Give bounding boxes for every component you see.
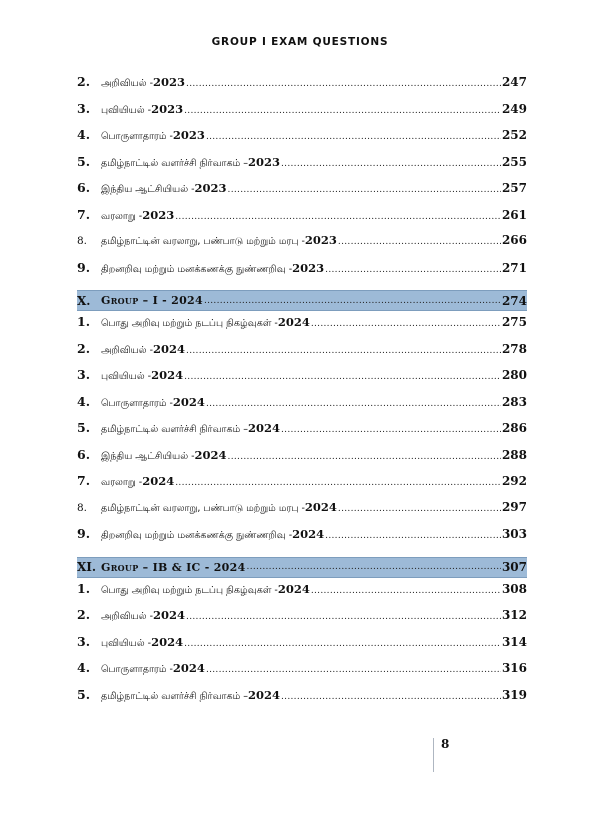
table-of-contents	[77, 74, 527, 713]
toc-entry-page-number: 286	[501, 421, 527, 435]
toc-entry-title: தமிழ்நாட்டின் வரலாறு, பண்பாடு மற்றும் மரபு -	[101, 502, 305, 514]
toc-entry-year: 2023	[172, 128, 205, 142]
toc-dot-leader	[247, 562, 501, 572]
toc-entry-year: 2024	[151, 368, 184, 382]
toc-entry-page-number: 257	[501, 181, 527, 195]
toc-entry-number: 8.	[77, 501, 88, 514]
toc-entry-year: 2023	[304, 233, 337, 247]
toc-entry-year: 2024	[172, 661, 205, 675]
toc-entry-number: 3.	[77, 367, 91, 382]
toc-dot-leader	[184, 106, 501, 116]
toc-entry	[77, 154, 527, 181]
toc-entry	[77, 74, 527, 101]
toc-entry	[77, 127, 527, 154]
toc-entry-number: 3.	[77, 633, 91, 649]
toc-dot-leader	[184, 639, 501, 649]
toc-dot-leader	[281, 425, 501, 435]
toc-entry-year: 2024	[151, 634, 184, 649]
toc-entry-number: 1.	[77, 314, 91, 329]
toc-entry-number: 4.	[77, 660, 91, 675]
toc-entry-number: 9.	[77, 259, 91, 275]
toc-entry-title: இந்திய ஆட்சியியல் -	[101, 184, 195, 195]
toc-section-heading	[77, 557, 527, 578]
toc-entry-number: 2.	[77, 340, 91, 356]
toc-entry-number: X.	[77, 293, 91, 308]
toc-dot-leader	[311, 319, 501, 329]
toc-entry	[77, 101, 527, 128]
toc-dot-leader	[311, 586, 501, 596]
toc-entry-title: புவியியல் -	[101, 637, 152, 649]
toc-entry-title: திறனறிவு மற்றும் மனக்கணக்கு நுண்ணறிவு -	[101, 530, 293, 541]
toc-entry-number: 5.	[77, 420, 91, 435]
footer-divider	[433, 738, 434, 772]
toc-dot-leader	[228, 185, 501, 195]
toc-entry-number: 2.	[77, 607, 91, 622]
toc-dot-leader	[175, 212, 501, 222]
toc-entry-title: Group – I - 2024	[101, 294, 203, 307]
toc-entry-page-number: 297	[501, 499, 527, 514]
toc-entry	[77, 660, 527, 687]
toc-entry-year: 2024	[277, 581, 310, 596]
toc-entry-title: தமிழ்நாட்டின் வரலாறு, பண்பாடு மற்றும் மரபு -	[101, 236, 305, 247]
toc-entry-page-number: 275	[501, 315, 527, 329]
toc-entry-number: 8.	[77, 235, 88, 247]
toc-entry	[77, 687, 527, 714]
toc-entry-number: 4.	[77, 127, 91, 142]
toc-entry-number: XI.	[77, 560, 97, 574]
toc-entry	[77, 581, 527, 608]
toc-entry-number: 4.	[77, 393, 91, 409]
toc-dot-leader	[186, 346, 501, 356]
toc-entry-year: 2023	[142, 207, 175, 222]
toc-entry-year: 2024	[142, 474, 175, 488]
toc-entry-year: 2024	[277, 315, 310, 329]
toc-entry-number: 6.	[77, 180, 91, 195]
toc-dot-leader	[338, 237, 501, 247]
toc-entry	[77, 314, 527, 341]
toc-entry-number: 5.	[77, 686, 91, 702]
toc-entry-page-number: 266	[501, 233, 527, 247]
toc-entry-number: 2.	[77, 74, 91, 89]
toc-entry	[77, 367, 527, 394]
toc-entry-page-number: 280	[501, 368, 527, 382]
toc-entry	[77, 420, 527, 447]
toc-entry-year: 2023	[153, 75, 186, 89]
toc-dot-leader	[206, 665, 501, 675]
toc-entry-year: 2024	[194, 447, 227, 462]
toc-entry-title: புவியியல் -	[101, 371, 152, 382]
toc-dot-leader	[206, 399, 501, 409]
toc-entry	[77, 500, 527, 527]
toc-entry-page-number: 261	[501, 207, 527, 222]
toc-entry-page-number: 303	[501, 527, 527, 541]
toc-entry-page-number: 308	[501, 581, 527, 596]
toc-entry-year: 2023	[151, 101, 184, 116]
toc-entry-title: அறிவியல் -	[101, 611, 154, 622]
toc-entry-page-number: 278	[501, 341, 527, 356]
toc-entry-page-number: 274	[501, 293, 527, 308]
toc-entry	[77, 394, 527, 421]
toc-entry-page-number: 307	[501, 560, 527, 574]
toc-entry-title: அறிவியல் -	[101, 344, 154, 356]
toc-entry-year: 2023	[248, 154, 281, 169]
toc-dot-leader	[175, 478, 501, 488]
toc-dot-leader	[338, 504, 501, 514]
toc-entry	[77, 341, 527, 368]
toc-entry	[77, 260, 527, 287]
toc-entry-number: 6.	[77, 446, 91, 462]
toc-entry-year: 2024	[153, 608, 186, 622]
toc-entry-year: 2023	[194, 181, 227, 195]
toc-entry-page-number: 314	[501, 634, 527, 649]
toc-entry-page-number: 316	[501, 661, 527, 675]
toc-entry-title: தமிழ்நாட்டில் வளர்ச்சி நிர்வாகம் –	[101, 157, 248, 169]
toc-dot-leader	[325, 531, 501, 541]
toc-entry-year: 2024	[172, 394, 205, 409]
toc-entry-title: தமிழ்நாட்டில் வளர்ச்சி நிர்வாகம் –	[101, 690, 248, 702]
toc-dot-leader	[186, 612, 501, 622]
toc-entry-page-number: 271	[501, 260, 527, 275]
toc-entry	[77, 526, 527, 553]
toc-dot-leader	[228, 452, 501, 462]
toc-entry-title: பொது அறிவு மற்றும் நடப்பு நிகழ்வுகள் -	[101, 318, 278, 329]
toc-entry-title: Group – IB & IC - 2024	[101, 560, 246, 574]
toc-entry	[77, 180, 527, 207]
toc-entry-page-number: 283	[501, 394, 527, 409]
toc-dot-leader	[184, 372, 501, 382]
page-header-title: GROUP I EXAM QUESTIONS	[211, 36, 389, 48]
toc-entry-year: 2023	[292, 260, 325, 275]
toc-entry-title: புவியியல் -	[101, 104, 152, 116]
toc-entry-number: 7.	[77, 206, 91, 222]
toc-entry	[77, 447, 527, 474]
toc-entry-title: பொருளாதாரம் -	[101, 664, 173, 675]
toc-dot-leader	[206, 132, 501, 142]
toc-entry	[77, 634, 527, 661]
toc-entry	[77, 607, 527, 634]
toc-entry-number: 7.	[77, 473, 91, 488]
toc-entry	[77, 473, 527, 500]
toc-entry-page-number: 247	[501, 75, 527, 89]
toc-entry-page-number: 292	[501, 474, 527, 488]
toc-entry-title: பொருளாதாரம் -	[101, 131, 173, 142]
page-number: 8	[441, 737, 450, 751]
toc-entry-title: தமிழ்நாட்டில் வளர்ச்சி நிர்வாகம் –	[101, 424, 248, 435]
toc-entry-number: 5.	[77, 153, 91, 169]
toc-entry-year: 2024	[248, 687, 281, 702]
toc-entry	[77, 207, 527, 234]
toc-entry-title: பொது அறிவு மற்றும் நடப்பு நிகழ்வுகள் -	[101, 584, 278, 596]
toc-entry-title: திறனறிவு மற்றும் மனக்கணக்கு நுண்ணறிவு -	[101, 263, 293, 275]
toc-entry-title: பொருளாதாரம் -	[101, 397, 173, 409]
toc-dot-leader	[204, 296, 501, 306]
toc-entry-year: 2024	[292, 527, 325, 541]
toc-dot-leader	[281, 692, 501, 702]
toc-entry-page-number: 252	[501, 128, 527, 142]
toc-dot-leader	[186, 79, 501, 89]
toc-entry-number: 3.	[77, 100, 91, 116]
toc-entry-page-number: 255	[501, 154, 527, 169]
toc-entry-number: 1.	[77, 580, 91, 596]
toc-entry-number: 9.	[77, 526, 91, 541]
toc-entry-year: 2024	[248, 421, 281, 435]
toc-entry-year: 2024	[153, 341, 186, 356]
toc-entry-title: வரலாறு -	[101, 477, 143, 488]
toc-section-heading	[77, 290, 527, 311]
toc-entry-page-number: 249	[501, 101, 527, 116]
toc-entry-page-number: 288	[501, 447, 527, 462]
toc-entry-page-number: 319	[501, 687, 527, 702]
toc-entry	[77, 233, 527, 260]
toc-entry-year: 2024	[304, 499, 337, 514]
toc-dot-leader	[325, 265, 501, 275]
toc-dot-leader	[281, 159, 501, 169]
toc-entry-title: அறிவியல் -	[101, 78, 154, 89]
toc-entry-title: இந்திய ஆட்சியியல் -	[101, 450, 195, 462]
toc-entry-page-number: 312	[501, 608, 527, 622]
toc-entry-title: வரலாறு -	[101, 210, 143, 222]
